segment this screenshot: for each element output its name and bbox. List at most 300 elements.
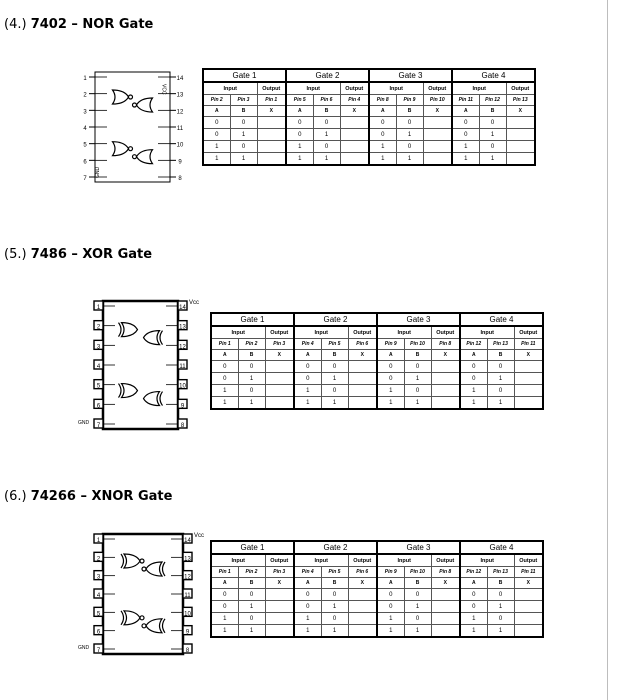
pin-number: 4 xyxy=(96,593,101,599)
gate-label: Gate 4 xyxy=(460,313,543,326)
table-row xyxy=(203,141,535,153)
input-b-value: 0 xyxy=(404,613,431,625)
output-cell xyxy=(423,141,452,153)
output-cell xyxy=(431,361,460,373)
var-x: X xyxy=(423,106,452,117)
gate-label: Gate 3 xyxy=(369,69,452,82)
var-b: B xyxy=(396,106,423,117)
input-header: Input xyxy=(294,326,348,339)
input-b-value: 1 xyxy=(313,129,340,141)
pin-number: 11 xyxy=(184,593,191,599)
input-a-value: 0 xyxy=(294,601,321,613)
var-b: B xyxy=(321,350,348,361)
input-a-value: 0 xyxy=(377,373,404,385)
input-a-value: 0 xyxy=(377,601,404,613)
output-header: Output xyxy=(514,326,543,339)
input-b-value: 0 xyxy=(313,141,340,153)
vcc-label: Vcc xyxy=(194,533,205,539)
input-b-value: 0 xyxy=(321,385,348,397)
var-a: A xyxy=(460,578,487,589)
vcc-label: Vcc xyxy=(189,300,200,306)
pin-label: Pin 9 xyxy=(377,339,404,350)
input-b-value: 0 xyxy=(238,589,265,601)
table-row xyxy=(211,613,543,625)
pin-number: 10 xyxy=(179,383,186,390)
input-b-value: 0 xyxy=(321,589,348,601)
output-cell xyxy=(348,385,377,397)
section-title xyxy=(4,247,152,262)
ic-pinout-diagram xyxy=(70,63,215,193)
var-b: B xyxy=(404,350,431,361)
pin-number: 2 xyxy=(96,556,101,563)
output-header: Output xyxy=(257,82,286,95)
var-a: A xyxy=(211,578,238,589)
output-cell xyxy=(257,141,286,153)
output-cell xyxy=(265,361,294,373)
pin-number: 1 xyxy=(96,305,101,311)
input-a-value: 0 xyxy=(211,589,238,601)
output-cell xyxy=(265,625,294,638)
input-a-value: 0 xyxy=(460,361,487,373)
input-b-value: 1 xyxy=(313,153,340,166)
pin-number: 10 xyxy=(184,611,191,618)
pin-number: 5 xyxy=(83,142,87,149)
var-x: X xyxy=(340,106,369,117)
var-a: A xyxy=(460,350,487,361)
gate-label: Gate 1 xyxy=(203,69,286,82)
pin-number: 8 xyxy=(185,648,190,654)
section-title xyxy=(4,489,172,504)
output-cell xyxy=(431,373,460,385)
input-b-value: 1 xyxy=(479,129,506,141)
output-cell xyxy=(431,385,460,397)
output-cell xyxy=(514,397,543,410)
pin-label: Pin 6 xyxy=(313,95,340,106)
pin-label: Pin 9 xyxy=(396,95,423,106)
input-a-value: 0 xyxy=(369,117,396,129)
xor-gate-symbol xyxy=(119,323,138,337)
output-cell xyxy=(514,601,543,613)
var-a: A xyxy=(211,350,238,361)
pin-label: Pin 11 xyxy=(514,567,543,578)
input-a-value: 1 xyxy=(203,141,230,153)
output-header: Output xyxy=(431,326,460,339)
var-x: X xyxy=(514,350,543,361)
input-a-value: 0 xyxy=(377,361,404,373)
section-part-name: 7402 – NOR Gate xyxy=(30,17,154,32)
gate-label: Gate 4 xyxy=(452,69,535,82)
truth-table xyxy=(210,540,544,638)
pin-label: Pin 12 xyxy=(460,339,487,350)
pin-label: Pin 8 xyxy=(431,567,460,578)
output-header: Output xyxy=(514,554,543,567)
output-cell xyxy=(348,625,377,638)
input-a-value: 1 xyxy=(294,613,321,625)
output-cell xyxy=(265,385,294,397)
pin-number: 6 xyxy=(96,403,101,410)
input-b-value: 1 xyxy=(487,397,514,410)
var-x: X xyxy=(431,578,460,589)
xor-gate-symbol xyxy=(144,331,163,345)
pin-label: Pin 11 xyxy=(452,95,479,106)
var-x: X xyxy=(348,350,377,361)
input-a-value: 1 xyxy=(203,153,230,166)
pin-number: 6 xyxy=(96,629,101,636)
output-cell xyxy=(506,117,535,129)
var-x: X xyxy=(348,578,377,589)
pin-label: Pin 10 xyxy=(404,339,431,350)
pin-number: 9 xyxy=(178,159,182,166)
pin-label: Pin 1 xyxy=(257,95,286,106)
output-header: Output xyxy=(265,326,294,339)
output-cell xyxy=(506,129,535,141)
pin-number: 8 xyxy=(180,423,185,429)
pin-label: Pin 6 xyxy=(348,567,377,578)
input-b-value: 1 xyxy=(396,153,423,166)
table-row xyxy=(211,361,543,373)
table-row xyxy=(203,117,535,129)
input-b-value: 0 xyxy=(230,117,257,129)
input-b-value: 1 xyxy=(321,625,348,638)
vcc-label: VCC xyxy=(160,84,167,95)
input-a-value: 0 xyxy=(286,129,313,141)
gate-header-row xyxy=(211,541,543,554)
pin-label: Pin 3 xyxy=(265,567,294,578)
input-header: Input xyxy=(203,82,257,95)
ic-pinout-diagram xyxy=(78,525,228,665)
output-cell xyxy=(431,589,460,601)
input-b-value: 1 xyxy=(238,397,265,410)
var-a: A xyxy=(294,350,321,361)
pin-label: Pin 3 xyxy=(230,95,257,106)
input-b-value: 1 xyxy=(487,601,514,613)
input-a-value: 0 xyxy=(377,589,404,601)
input-a-value: 1 xyxy=(294,397,321,410)
var-a: A xyxy=(452,106,479,117)
input-header: Input xyxy=(294,554,348,567)
input-b-value: 1 xyxy=(404,373,431,385)
output-cell xyxy=(265,613,294,625)
nor-gate-symbol xyxy=(133,150,153,164)
var-x: X xyxy=(514,578,543,589)
pin-number: 13 xyxy=(184,556,191,563)
input-b-value: 0 xyxy=(487,589,514,601)
var-x: X xyxy=(265,578,294,589)
xor-gate-symbol xyxy=(144,392,163,406)
var-a: A xyxy=(203,106,230,117)
input-a-value: 1 xyxy=(460,397,487,410)
input-header: Input xyxy=(452,82,506,95)
pin-number: 11 xyxy=(179,364,186,370)
input-b-value: 0 xyxy=(479,141,506,153)
pin-label: Pin 5 xyxy=(321,567,348,578)
xnor-gate-symbol xyxy=(142,619,165,633)
input-b-value: 1 xyxy=(479,153,506,166)
output-cell xyxy=(506,141,535,153)
output-cell xyxy=(348,361,377,373)
input-a-value: 1 xyxy=(211,625,238,638)
pin-label: Pin 2 xyxy=(203,95,230,106)
var-b: B xyxy=(479,106,506,117)
nor-gate-symbol xyxy=(113,90,133,104)
input-header: Input xyxy=(377,554,431,567)
input-a-value: 1 xyxy=(377,385,404,397)
gnd-label: GND xyxy=(78,420,90,426)
input-a-value: 1 xyxy=(377,613,404,625)
input-a-value: 0 xyxy=(460,589,487,601)
input-a-value: 0 xyxy=(294,361,321,373)
input-a-value: 1 xyxy=(460,385,487,397)
table-row xyxy=(211,397,543,410)
variable-row xyxy=(211,578,543,589)
input-b-value: 0 xyxy=(238,385,265,397)
pin-label: Pin 5 xyxy=(321,339,348,350)
pin-number: 1 xyxy=(83,76,87,82)
gate-label: Gate 1 xyxy=(211,541,294,554)
pin-label: Pin 13 xyxy=(487,339,514,350)
output-cell xyxy=(340,117,369,129)
input-b-value: 0 xyxy=(396,141,423,153)
pin-number: 14 xyxy=(184,538,191,544)
output-cell xyxy=(265,589,294,601)
input-b-value: 1 xyxy=(321,373,348,385)
input-a-value: 0 xyxy=(203,117,230,129)
input-a-value: 0 xyxy=(286,117,313,129)
gnd-label: GND xyxy=(78,645,90,651)
var-b: B xyxy=(404,578,431,589)
output-header: Output xyxy=(265,554,294,567)
input-a-value: 1 xyxy=(294,625,321,638)
section-part-name: 7486 – XOR Gate xyxy=(30,247,153,262)
input-a-value: 1 xyxy=(286,141,313,153)
output-cell xyxy=(514,385,543,397)
output-cell xyxy=(340,141,369,153)
output-cell xyxy=(431,613,460,625)
input-b-value: 0 xyxy=(487,613,514,625)
table-row xyxy=(211,385,543,397)
pin-number: 14 xyxy=(176,76,184,82)
pin-label: Pin 1 xyxy=(211,567,238,578)
pin-label: Pin 12 xyxy=(479,95,506,106)
pin-number: 3 xyxy=(83,109,87,116)
input-a-value: 1 xyxy=(211,385,238,397)
output-cell xyxy=(340,153,369,166)
variable-row xyxy=(211,350,543,361)
io-header-row xyxy=(203,82,535,95)
io-header-row xyxy=(211,554,543,567)
pin-label: Pin 1 xyxy=(211,339,238,350)
input-b-value: 0 xyxy=(404,361,431,373)
section-number: (6.) xyxy=(4,489,31,504)
output-cell xyxy=(514,589,543,601)
input-b-value: 1 xyxy=(487,625,514,638)
input-a-value: 1 xyxy=(211,613,238,625)
output-header: Output xyxy=(340,82,369,95)
pin-number: 11 xyxy=(176,126,184,132)
pin-number: 9 xyxy=(185,629,190,636)
pin-number: 8 xyxy=(178,176,182,182)
input-a-value: 1 xyxy=(286,153,313,166)
io-header-row xyxy=(211,326,543,339)
input-b-value: 0 xyxy=(321,361,348,373)
variable-row xyxy=(203,106,535,117)
input-a-value: 1 xyxy=(211,397,238,410)
var-x: X xyxy=(506,106,535,117)
pin-label: Pin 5 xyxy=(286,95,313,106)
input-a-value: 0 xyxy=(452,117,479,129)
input-a-value: 0 xyxy=(203,129,230,141)
var-x: X xyxy=(431,350,460,361)
pin-label: Pin 9 xyxy=(377,567,404,578)
var-b: B xyxy=(238,350,265,361)
pin-label: Pin 8 xyxy=(431,339,460,350)
input-b-value: 1 xyxy=(404,397,431,410)
table-row xyxy=(211,625,543,638)
pin-row xyxy=(203,95,535,106)
output-cell xyxy=(348,613,377,625)
pin-number: 12 xyxy=(179,344,186,351)
input-b-value: 1 xyxy=(238,625,265,638)
input-b-value: 0 xyxy=(404,589,431,601)
input-b-value: 1 xyxy=(396,129,423,141)
var-a: A xyxy=(369,106,396,117)
input-a-value: 1 xyxy=(369,153,396,166)
pin-number: 4 xyxy=(83,126,87,132)
input-header: Input xyxy=(377,326,431,339)
nor-gate-symbol xyxy=(113,142,133,156)
pin-label: Pin 3 xyxy=(265,339,294,350)
input-a-value: 1 xyxy=(369,141,396,153)
input-a-value: 0 xyxy=(211,361,238,373)
input-b-value: 1 xyxy=(404,601,431,613)
pin-label: Pin 13 xyxy=(506,95,535,106)
output-cell xyxy=(348,373,377,385)
output-cell xyxy=(431,397,460,410)
pin-label: Pin 6 xyxy=(348,339,377,350)
input-b-value: 0 xyxy=(238,361,265,373)
nor-gate-symbol xyxy=(133,98,153,112)
pin-number: 2 xyxy=(83,92,87,99)
var-a: A xyxy=(377,350,404,361)
pin-number: 12 xyxy=(184,574,191,581)
pin-number: 4 xyxy=(96,364,101,370)
output-cell xyxy=(257,129,286,141)
pin-row xyxy=(211,567,543,578)
pin-number: 1 xyxy=(96,538,101,544)
output-cell xyxy=(431,625,460,638)
input-a-value: 1 xyxy=(460,625,487,638)
input-a-value: 0 xyxy=(294,589,321,601)
var-x: X xyxy=(265,350,294,361)
input-b-value: 1 xyxy=(321,601,348,613)
input-a-value: 1 xyxy=(452,141,479,153)
input-header: Input xyxy=(460,326,514,339)
output-cell xyxy=(514,625,543,638)
pin-label: Pin 13 xyxy=(487,567,514,578)
gate-header-row xyxy=(203,69,535,82)
pin-number: 7 xyxy=(83,176,87,182)
input-a-value: 1 xyxy=(452,153,479,166)
table-row xyxy=(211,373,543,385)
var-b: B xyxy=(487,350,514,361)
section-part-name: 74266 – XNOR Gate xyxy=(30,489,173,504)
input-header: Input xyxy=(369,82,423,95)
pin-number: 10 xyxy=(176,142,184,149)
input-b-value: 0 xyxy=(321,613,348,625)
pin-number: 5 xyxy=(96,383,101,390)
gate-label: Gate 2 xyxy=(294,313,377,326)
input-header: Input xyxy=(211,326,265,339)
pin-label: Pin 10 xyxy=(423,95,452,106)
var-b: B xyxy=(321,578,348,589)
var-b: B xyxy=(313,106,340,117)
var-b: B xyxy=(230,106,257,117)
input-a-value: 0 xyxy=(211,601,238,613)
output-cell xyxy=(514,613,543,625)
pin-number: 13 xyxy=(176,92,184,99)
input-b-value: 1 xyxy=(321,397,348,410)
input-header: Input xyxy=(460,554,514,567)
output-cell xyxy=(348,601,377,613)
gate-label: Gate 3 xyxy=(377,541,460,554)
output-header: Output xyxy=(506,82,535,95)
var-a: A xyxy=(294,578,321,589)
input-a-value: 0 xyxy=(452,129,479,141)
gate-label: Gate 2 xyxy=(286,69,369,82)
xor-gate-symbol xyxy=(119,384,138,398)
gate-label: Gate 3 xyxy=(377,313,460,326)
pin-label: Pin 2 xyxy=(238,339,265,350)
var-b: B xyxy=(238,578,265,589)
output-cell xyxy=(348,589,377,601)
table-row xyxy=(203,153,535,166)
input-header: Input xyxy=(211,554,265,567)
input-b-value: 1 xyxy=(230,129,257,141)
input-b-value: 1 xyxy=(487,373,514,385)
input-a-value: 1 xyxy=(377,625,404,638)
output-cell xyxy=(514,361,543,373)
truth-table xyxy=(210,312,544,410)
table-row xyxy=(203,129,535,141)
input-b-value: 0 xyxy=(238,613,265,625)
input-b-value: 1 xyxy=(238,601,265,613)
input-b-value: 1 xyxy=(230,153,257,166)
output-cell xyxy=(340,129,369,141)
input-a-value: 1 xyxy=(377,397,404,410)
input-b-value: 0 xyxy=(487,385,514,397)
input-a-value: 1 xyxy=(294,385,321,397)
ic-pinout-diagram xyxy=(78,292,223,440)
var-x: X xyxy=(257,106,286,117)
output-header: Output xyxy=(431,554,460,567)
input-a-value: 1 xyxy=(460,613,487,625)
table-row xyxy=(211,601,543,613)
pin-number: 7 xyxy=(96,423,101,429)
input-b-value: 1 xyxy=(404,625,431,638)
pin-label: Pin 4 xyxy=(340,95,369,106)
pin-label: Pin 12 xyxy=(460,567,487,578)
pin-label: Pin 2 xyxy=(238,567,265,578)
gate-label: Gate 4 xyxy=(460,541,543,554)
pin-number: 3 xyxy=(96,344,101,351)
output-cell xyxy=(506,153,535,166)
pin-number: 12 xyxy=(176,109,184,116)
var-a: A xyxy=(286,106,313,117)
pin-label: Pin 10 xyxy=(404,567,431,578)
output-cell xyxy=(514,373,543,385)
output-cell xyxy=(265,373,294,385)
output-cell xyxy=(423,153,452,166)
